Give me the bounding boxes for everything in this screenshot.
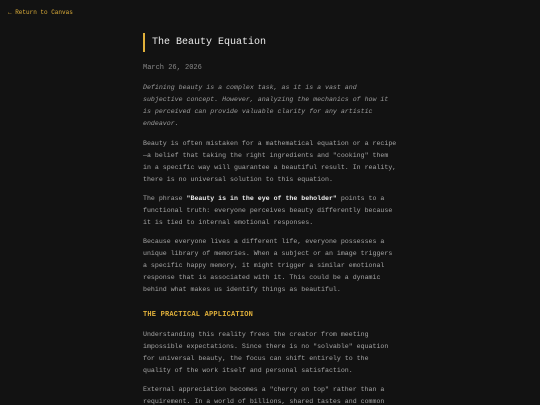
paragraph-beholder bbox=[143, 193, 398, 229]
section-heading: THE PRACTICAL APPLICATION bbox=[143, 311, 254, 319]
paragraph-beholder-rest: points to a functional truth: everyone perceives beauty differently because it is tied to internal emotional responses. bbox=[143, 195, 393, 226]
article bbox=[143, 33, 398, 405]
article-title: The Beauty Equation bbox=[152, 36, 267, 48]
article-date: March 26, 2026 bbox=[143, 64, 202, 72]
paragraph-appreciation: External appreciation becomes a "cherry on top" rather than a requirement. In a world of billions, shared tastes and common bbox=[143, 386, 385, 405]
beholder-quote: "Beauty is in the eye of the beholder" bbox=[186, 195, 337, 202]
article-intro: Defining beauty is a complex task, as it is a vast and subjective concept. However, analyzing the mechanics of how it is perceived can provide valuable clarity for any artistic endeavor. bbox=[143, 84, 389, 127]
paragraph-beholder-lead: The phrase bbox=[143, 195, 187, 202]
return-to-canvas-link[interactable]: ← Return to Canvas bbox=[8, 9, 73, 16]
paragraph-expectations: Understanding this reality frees the creator from meeting impossible expectations. Since there is no "solvable" equation for universal beauty, the focus can shift entirely to the quality of the work itself and personal satisfaction. bbox=[143, 331, 389, 374]
paragraph-memories: Because everyone lives a different life, everyone possesses a unique library of memories. When a subject or an image triggers a specific happy memory, it might trigger a similar emotional response that is associated with it. This could be a dynamic behind what makes us identify things as beautiful. bbox=[143, 238, 393, 293]
paragraph-equation: Beauty is often mistaken for a mathematical equation or a recipe—a belief that taking the right ingredients and "cooking" them in a specific way will guarantee a beautiful result. In reality, there is no universal solution to this equation. bbox=[143, 140, 397, 183]
title-block bbox=[143, 33, 398, 52]
